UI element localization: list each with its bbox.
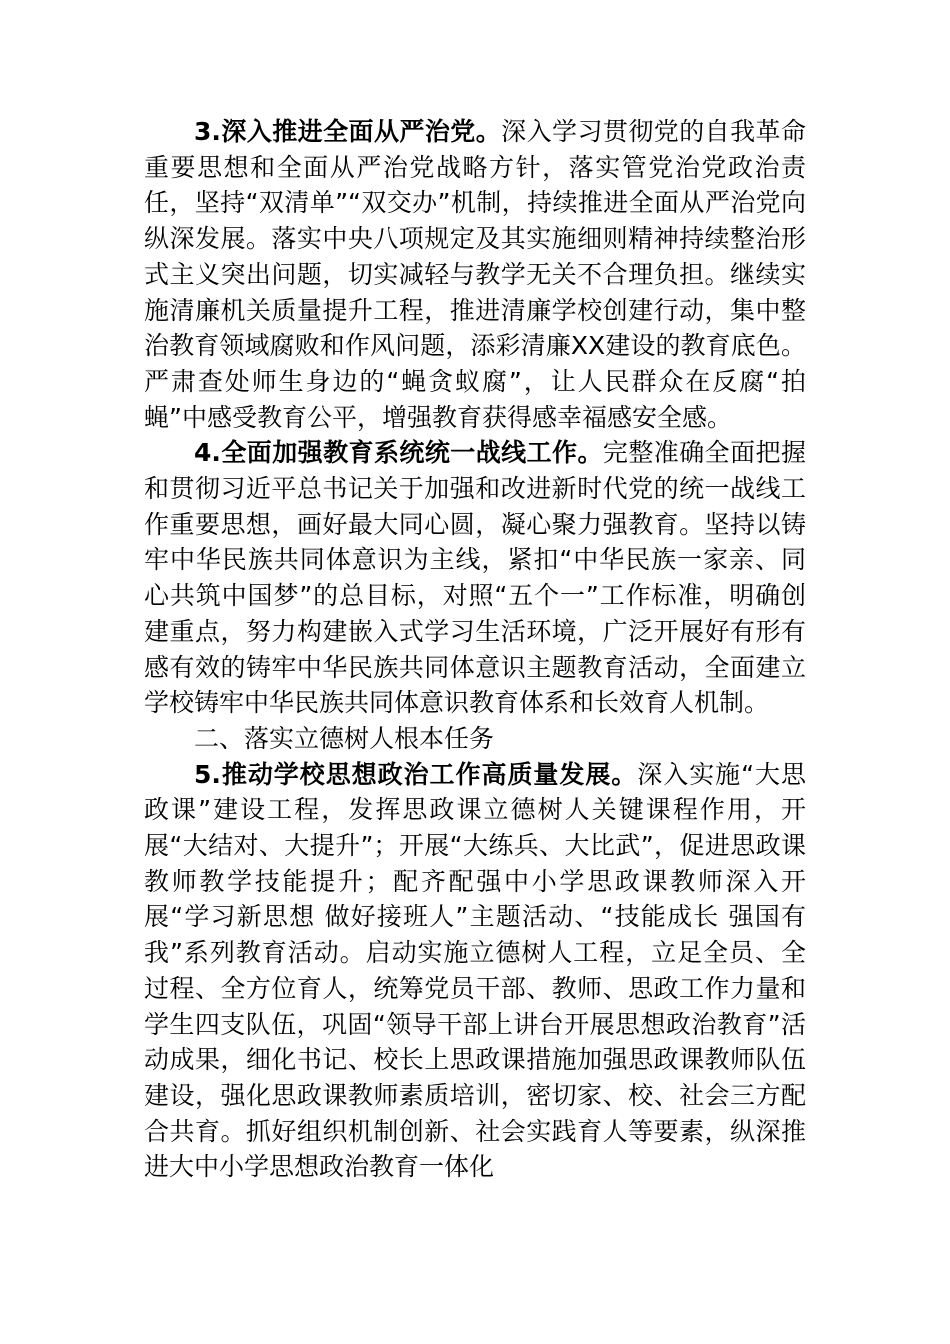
paragraph-3-lead: 3.深入推进全面从严治党。 <box>194 117 502 146</box>
paragraph-5-body: 深入实施“大思政课”建设工程，发挥思政课立德树人关键课程作用，开展“大结对、大提升”；开展“大练兵、大比武”，促进思政课教师教学技能提升；配齐配强中小学思政课教师深入开展“学习新思想 做好接班人”主题活动、“技能成长 强国有我”系列教育活动。启动实施立德树人工程，立足全员、全过程、全方位育人，统筹党员干部、教师、思政工作力量和学生四支队伍，巩固“领导干部上讲台开展思想政治教育”活动成果，细化书记、校长上思政课措施加强思政课教师队伍建设，强化思政课教师素质培训，密切家、校、社会三方配合共育。抓好组织机制创新、社会实践育人等要素，纵深推进大中小学思想政治教育一体化 <box>144 759 806 1182</box>
paragraph-4-lead: 4.全面加强教育系统统一战线工作。 <box>194 438 603 468</box>
paragraph-4-body: 完整准确全面把握和贯彻习近平总书记关于加强和改进新时代党的统一战线工作重要思想，画好最大同心圆，凝心聚力强教育。坚持以铸牢中华民族共同体意识为主线，紧扣“中华民族一家亲、同心共筑中国梦”的总目标，对照“五个一”工作标准，明确创建重点，努力构建嵌入式学习生活环境，广泛开展好有形有感有效的铸牢中华民族共同体意识主题教育活动，全面建立学校铸牢中华民族共同体意识教育体系和长效育人机制。 <box>144 438 806 718</box>
paragraph-4 <box>144 435 806 721</box>
document-body <box>144 114 806 1185</box>
paragraph-3-body: 深入学习贯彻党的自我革命重要思想和全面从严治党战略方针，落实管党治党政治责任，坚持“双清单”“双交办”机制，持续推进全面从严治党向纵深发展。落实中央八项规定及其实施细则精神持续整治形式主义突出问题，切实减轻与教学无关不合理负担。继续实施清廉机关质量提升工程，推进清廉学校创建行动，集中整治教育领域腐败和作风问题，添彩清廉XX建设的教育底色。严肃查处师生身边的“蝇贪蚁腐”，让人民群众在反腐“拍蝇”中感受教育公平，增强教育获得感幸福感安全感。 <box>144 117 806 432</box>
paragraph-5 <box>144 757 806 1185</box>
paragraph-5-lead: 5.推动学校思想政治工作高质量发展。 <box>194 759 638 789</box>
section-heading: 二、落实立德树人根本任务 <box>194 723 495 753</box>
paragraph-3 <box>144 114 806 435</box>
